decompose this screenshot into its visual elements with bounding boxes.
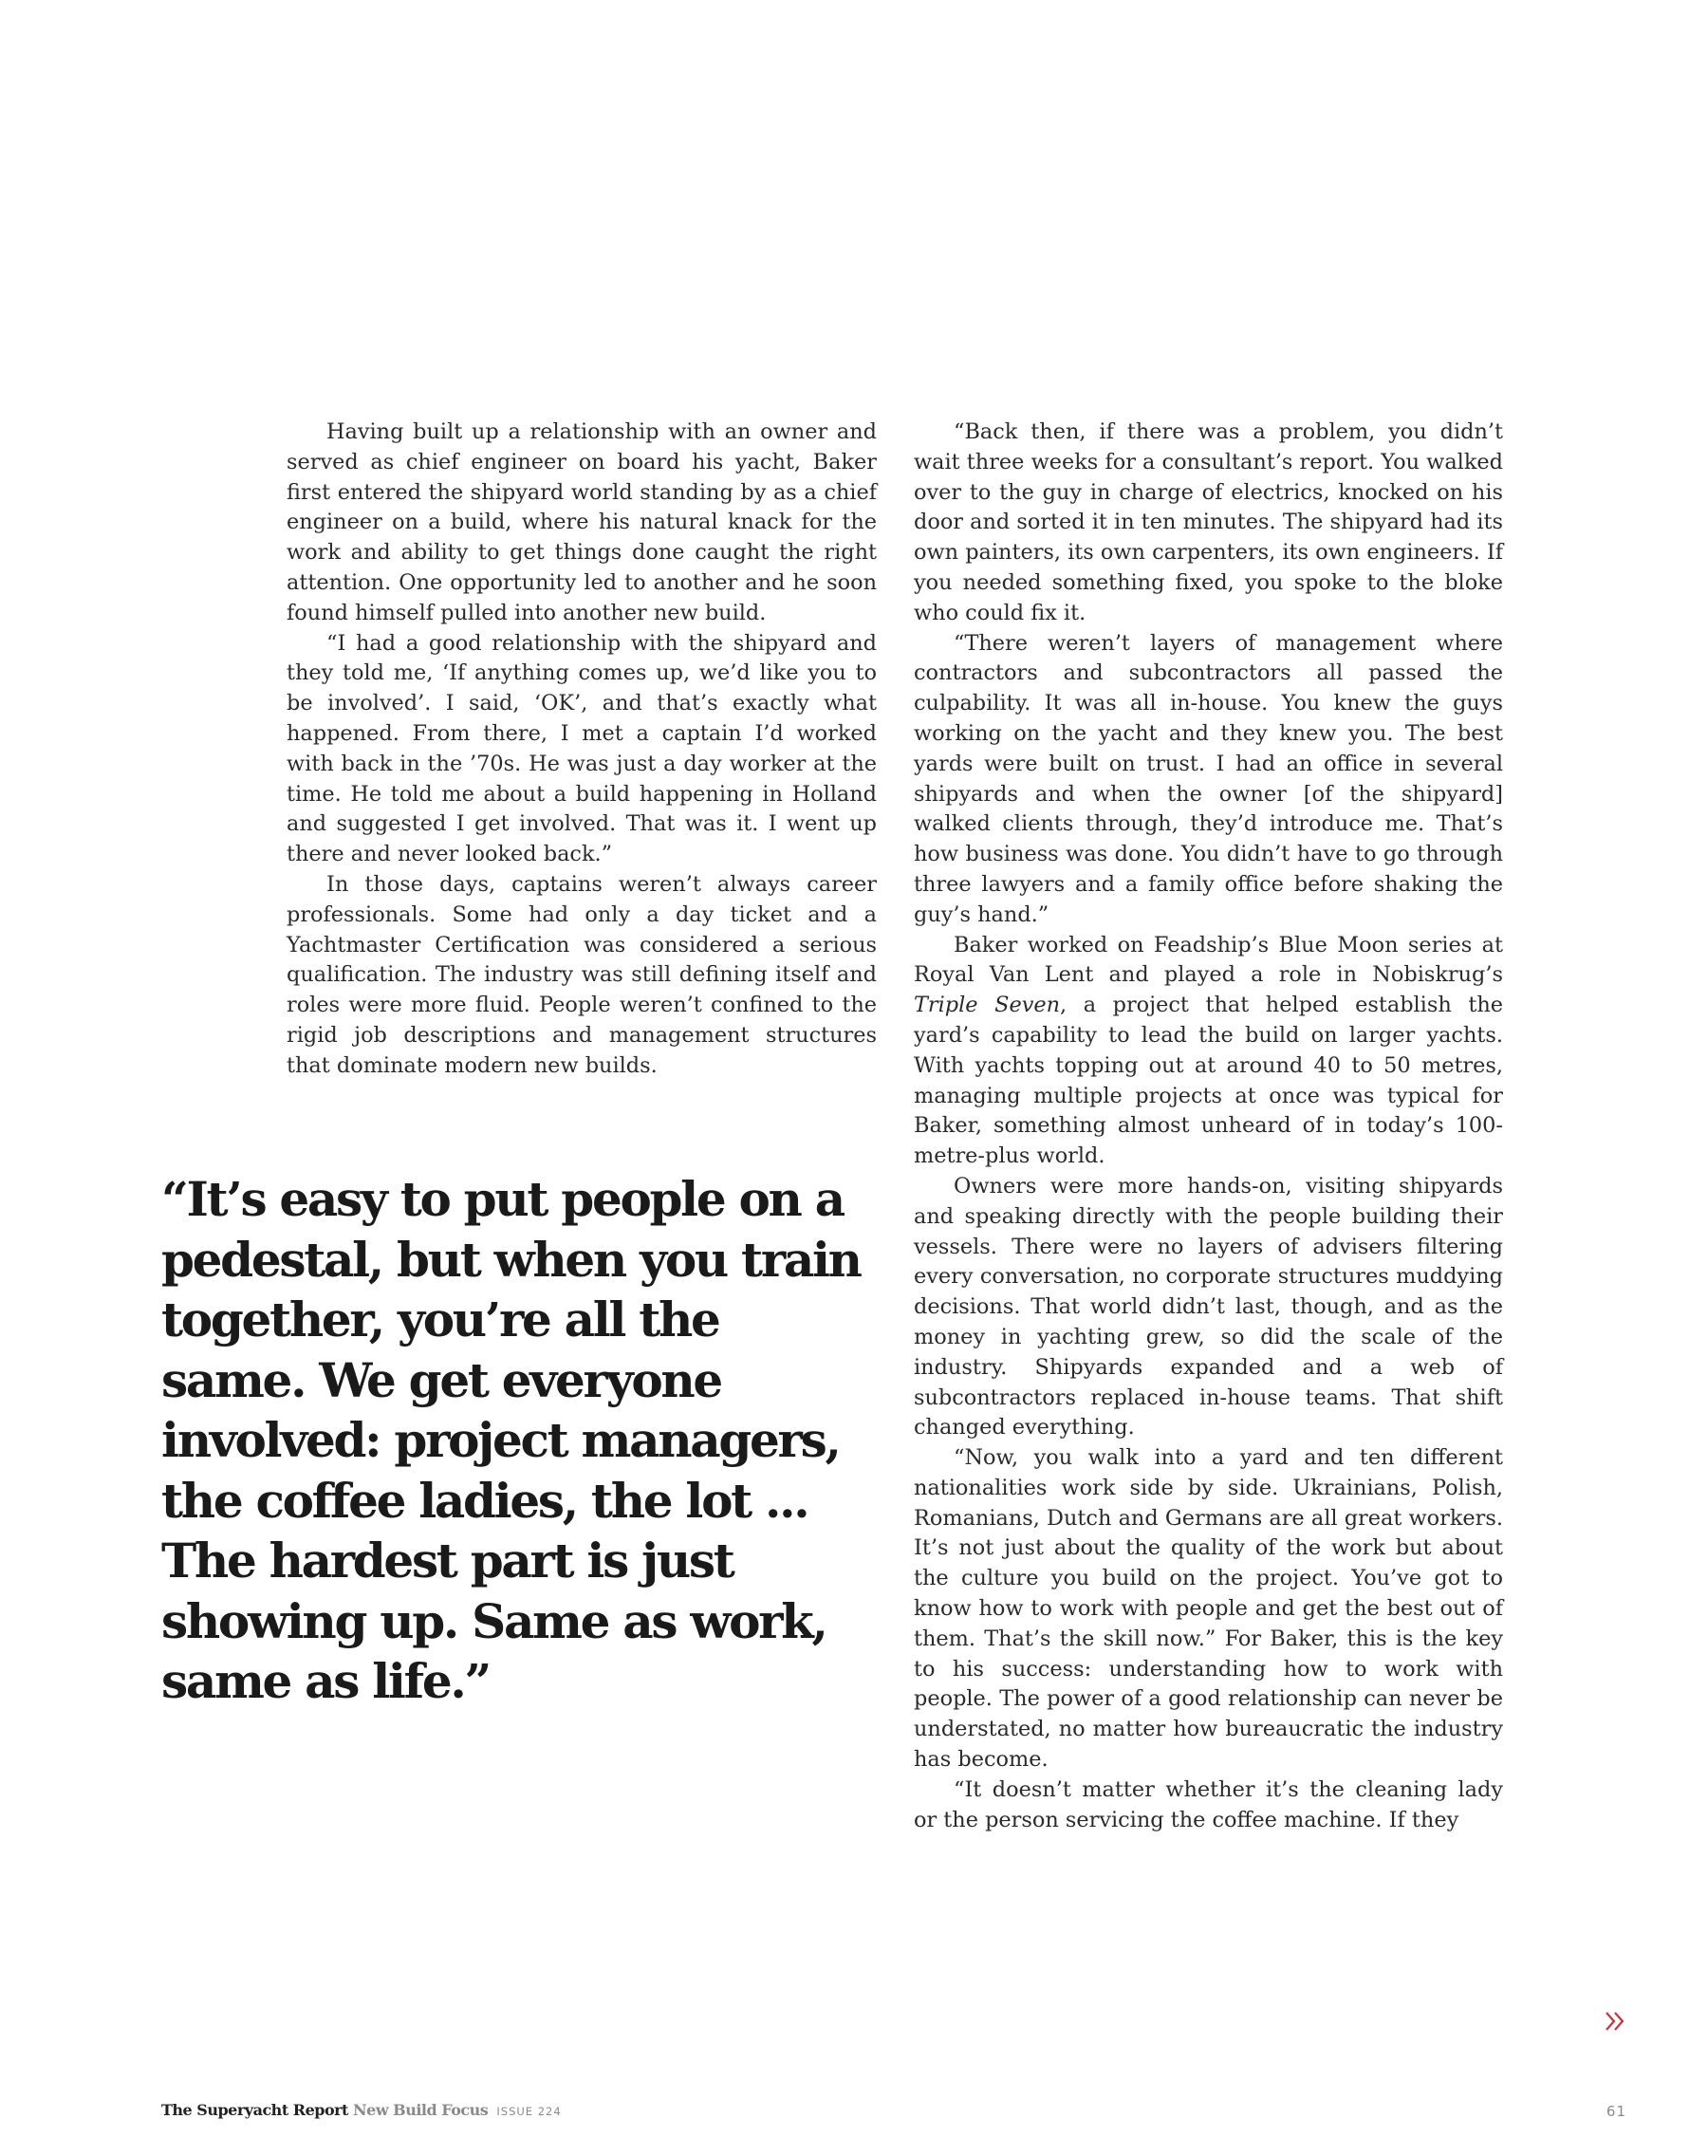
issue-number: ISSUE 224: [496, 2105, 562, 2118]
pull-quote: “It’s easy to put people on a pedestal, but when you train together, you’re all the same. We get everyone involved: project managers, the coffee ladies, the lot ... The hardest part is just showing up. Same as work, same as life.”: [161, 1171, 861, 1709]
publication-name: The Superyacht Report: [161, 2101, 348, 2119]
article-paragraph: “There weren’t layers of management where contractors and subcontractors all passed the culpability. It was all in-house. You knew the guys working on the yacht and they knew you. The best yards were built on trust. I had an office in several shipyards and when the owner [of the shipyard] walked clients through, they’d introduce me. That’s how business was done. You didn’t have to go through three lawyers and a family office before shaking the guy’s hand.”: [914, 630, 1503, 927]
article-paragraph: [914, 931, 1503, 1172]
paragraph-text: , a project that helped establish the yard’s capability to lead the build on larger yachts. With yachts topping out at around 40 to 50 metres, managing multiple projects at once was typical for Baker, something almost unheard of in today’s 100-metre-plus world.: [914, 993, 1503, 1169]
double-chevron-right-icon[interactable]: [1604, 2010, 1628, 2033]
article-paragraph: “I had a good relationship with the shipyard and they told me, ‘If anything comes up, we’d like you to be involved’. I said, ‘OK’, and that’s exactly what happened. From there, I met a captain I’d worked with back in the ’70s. He was just a day worker at the time. He told me about a build happening in Holland and suggested I get involved. That was it. I went up there and never looked back.”: [287, 630, 877, 867]
article-paragraph: Having built up a relationship with an owner and served as chief engineer on board his yacht, Baker first entered the shipyard world standing by as a chief engineer on a build, where his natural knack for the work and ability to get things done caught the right attention. One opportunity led to another and he soon found himself pulled into another new build.: [287, 419, 877, 625]
article-paragraph: In those days, captains weren’t always career professionals. Some had only a day ticket and a Yachtmaster Certification was considered a serious qualification. The industry was still defining itself and roles were more fluid. People weren’t confined to the rigid job descriptions and management structures that dominate modern new builds.: [287, 871, 877, 1078]
page-footer: [161, 2101, 562, 2119]
article-paragraph: “It doesn’t matter whether it’s the cleaning lady or the person servicing the coffee machine. If they: [914, 1776, 1503, 1832]
article-paragraph: “Back then, if there was a problem, you didn’t wait three weeks for a consultant’s report. You walked over to the guy in charge of electrics, knocked on his door and sorted it in ten minutes. The shipyard had its own painters, its own carpenters, its own engineers. If you needed something fixed, you spoke to the bloke who could fix it.: [914, 419, 1503, 625]
yacht-name: Triple Seven: [914, 993, 1061, 1018]
page-number: 61: [1606, 2103, 1626, 2120]
paragraph-text: Baker worked on Feadship’s Blue Moon series at Royal Van Lent and played a role in Nobiskrug’s: [914, 932, 1503, 988]
article-paragraph: Owners were more hands-on, visiting shipyards and speaking directly with the people building their vessels. There were no layers of advisers filtering every conversation, no corporate structures muddying decisions. That world didn’t last, though, and as the money in yachting grew, so did the scale of the industry. Shipyards expanded and a web of subcontractors replaced in-house teams. That shift changed everything.: [914, 1173, 1503, 1440]
section-name: New Build Focus: [353, 2101, 489, 2119]
article-column-right: [914, 418, 1503, 1835]
article-column-left: [287, 418, 877, 1082]
article-paragraph: “Now, you walk into a yard and ten different nationalities work side by side. Ukrainians, Polish, Romanians, Dutch and Germans are all great workers. It’s not just about the quality of the work but about the culture you build on the project. You’ve got to know how to work with people and get the best out of them. That’s the skill now.” For Baker, this is the key to his success: understanding how to work with people. The power of a good relationship can never be understated, no matter how bureaucratic the industry has become.: [914, 1445, 1503, 1773]
